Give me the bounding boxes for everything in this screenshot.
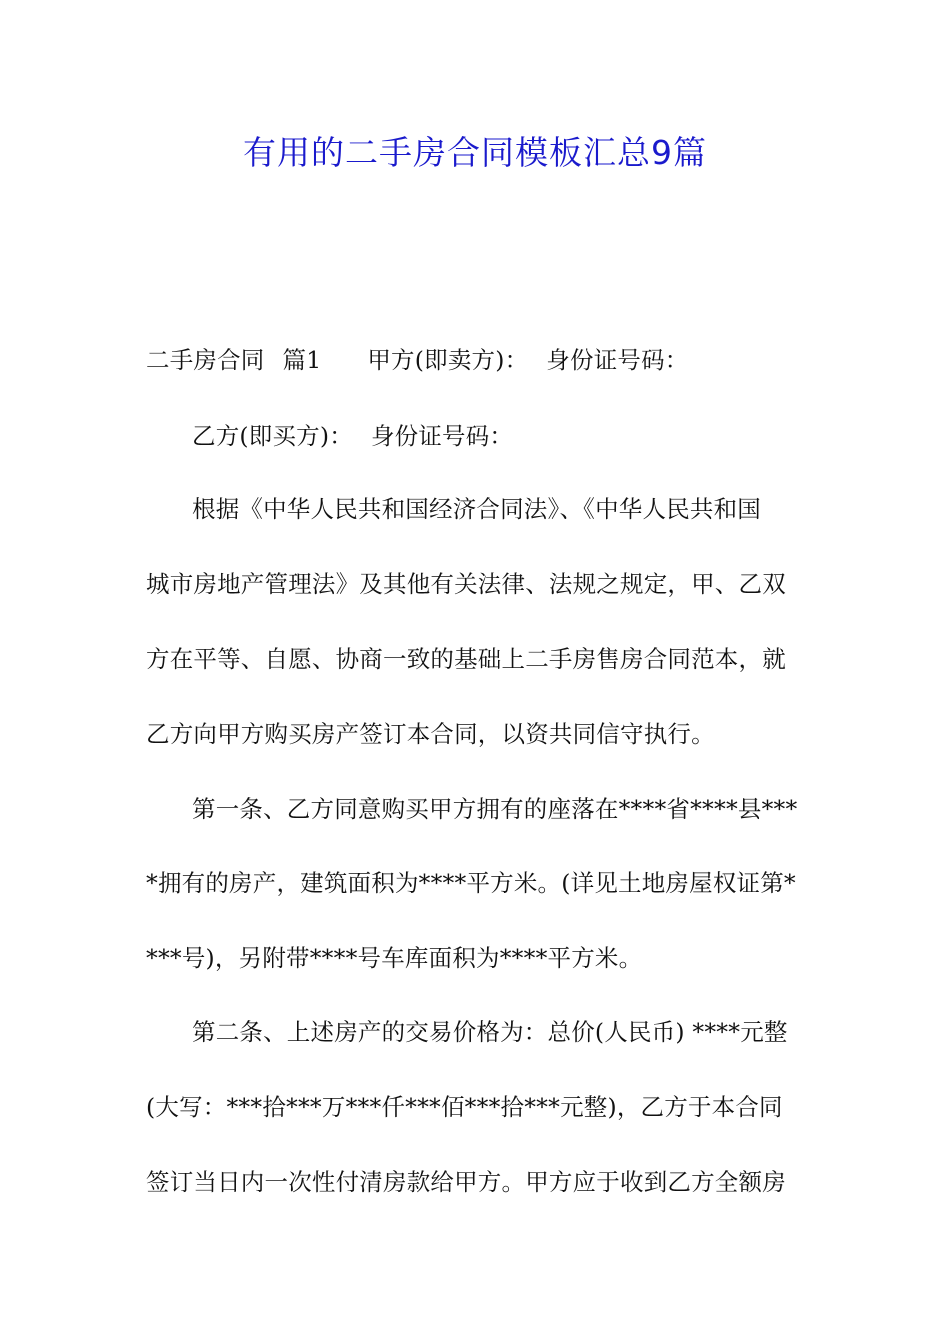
paragraph-line: ***号)，另附带****号车库面积为****平方米。 bbox=[146, 944, 643, 972]
party-a-label: 甲方(即卖方)： bbox=[367, 346, 529, 374]
article-label: 篇1 bbox=[282, 346, 322, 374]
paragraph-line: 第二条、上述房产的交易价格为：总价(人民币) ****元整 bbox=[192, 1018, 788, 1046]
party-b-id-label: 身份证号码： bbox=[370, 422, 514, 450]
paragraph-line: *拥有的房产，建筑面积为****平方米。(详见土地房屋权证第* bbox=[146, 869, 796, 897]
party-a-id-label: 身份证号码： bbox=[546, 346, 689, 374]
document-title: 有用的二手房合同模板汇总9篇 bbox=[243, 133, 707, 172]
party-b-label: 乙方(即买方)： bbox=[192, 422, 353, 450]
paragraph-line: 城市房地产管理法》及其他有关法律、法规之规定，甲、乙双 bbox=[146, 570, 786, 598]
paragraph-line: 签订当日内一次性付清房款给甲方。甲方应于收到乙方全额房 bbox=[146, 1168, 786, 1196]
paragraph-line: 方在平等、自愿、协商一致的基础上二手房售房合同范本，就 bbox=[146, 645, 786, 673]
section-label: 二手房合同 bbox=[146, 346, 265, 374]
paragraph-line: (大写：***拾***万***仟***佰***拾***元整)，乙方于本合同 bbox=[146, 1093, 783, 1121]
paragraph-line: 根据《中华人民共和国经济合同法》、《中华人民共和国 bbox=[192, 495, 761, 523]
paragraph-line: 第一条、乙方同意购买甲方拥有的座落在****省****县*** bbox=[192, 795, 798, 823]
header-line bbox=[146, 343, 816, 377]
party-b-line bbox=[192, 419, 816, 453]
paragraph-line: 乙方向甲方购买房产签订本合同，以资共同信守执行。 bbox=[146, 720, 715, 748]
